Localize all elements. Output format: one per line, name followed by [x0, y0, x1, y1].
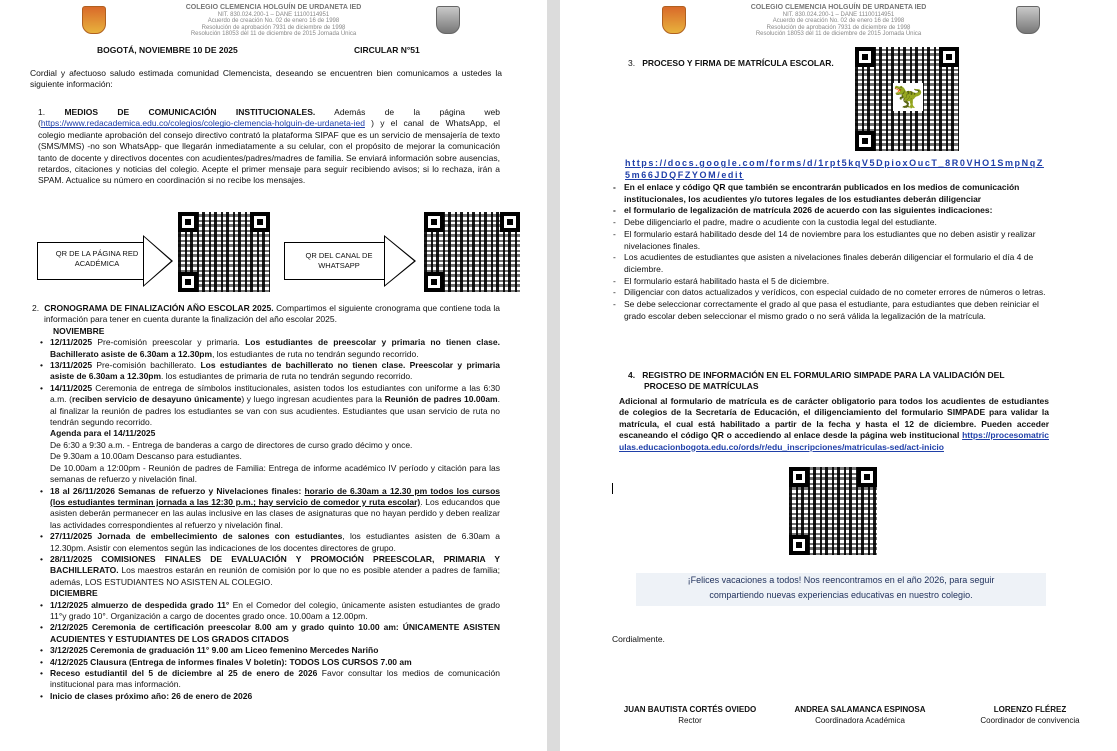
section-number: 3. — [628, 58, 636, 68]
november-list-2 — [30, 486, 500, 589]
section-number: 1. — [38, 107, 46, 117]
section-title: PROCESO Y FIRMA DE MATRÍCULA ESCOLAR. — [642, 58, 834, 68]
signature-coordinador: LORENZO FLÉREZ Coordinador de convivencia — [980, 705, 1080, 725]
list-item: • 12/11/2025 Pre-comisión preescolar y primaria. Los estudiantes de preescolar y primaria no tienen clase. Bachillerato asiste de 6.30am a 12.30pm, los estudiantes de ruta no tendrán segundo recorrido. — [38, 337, 500, 360]
letterhead-text — [0, 5, 547, 38]
list-item: • 1/12/2025 almuerzo de despedida grado 11° En el Comedor del colegio, únicamente asisten estudiantes de grado 11°y grado 10°. Organización a cargo de docentes grado once. 10.00am a 12.00pm. — [38, 600, 500, 623]
list-item: • 14/11/2025 Ceremonia de entrega de símbolos institucionales, asisten todos los estudiantes con uniforme a las 6:30 a.m. (reciben servicio de desayuno únicamente) y luego ingresan acudientes para la Reunión de padres 10.00am. al finalizar la reunión de padres los estudiantes se van con sus acudientes. Estudiantes que usan servicio de ruta no tendrán segundo recorrido. — [38, 383, 500, 429]
acuerdo-line: Acuerdo de creación No. 02 de enero 16 de 1998 — [772, 18, 905, 24]
section-text: ) y el canal de WhatsApp, el colegio mediante aprobación del consejo directivo contrató la plataforma SIPAF que es un servicio de mensajería de texto (SMS/MMS) -no son WhatsApp- que llegarán inmediatamente a su celular, con el propósito de mejorar la comunicación tanto de docente y directivos docentes con acudientes/padres/madres de familia. Se enviará información sobre ausencias, retardos, citaciones y noticias del colegio. Acepte el primer mensaje para seguir recibiendo avisos; si lo rechaza, irán a SPAM. Actualice su número en coordinación si no recibe los mensajes. — [38, 118, 500, 186]
resolucion-line-2: Resolución 18053 del 11 de diciembre de 2015 Jornada Única — [755, 31, 922, 37]
red-academica-link[interactable]: https://www.redacademica.edu.co/colegios/colegio-clemencia-holguin-de-urdaneta-ied — [40, 118, 365, 129]
arrow-label: QR DEL CANAL DE WHATSAPP — [305, 251, 373, 270]
list-item: • Receso estudiantil del 5 de diciembre al 25 de enero de 2026 Favor consultar los medios de comunicación institucional para mas información. — [38, 668, 500, 691]
section-number: 4. — [628, 370, 636, 380]
greeting: Cordial y afectuoso saludo estimada comunidad Clemencista, deseando se encuentren bien comunicamos a ustedes la siguiente información: — [30, 68, 502, 90]
list-item: • Inicio de clases próximo año: 26 de enero de 2026 — [38, 691, 500, 702]
section-2 — [30, 303, 500, 702]
agenda-title: Agenda para el 14/11/2025 — [50, 428, 156, 439]
circular-date: BOGOTÁ, NOVIEMBRE 10 DE 2025 — [97, 45, 238, 55]
resolucion-line: Resolución de aprobación 7931 de diciembre de 1998 — [766, 24, 911, 31]
arrow-label: QR DE LA PÁGINA RED ACADÉMICA — [55, 249, 139, 268]
list-item: - Diligenciar con datos actualizados y verídicos, con especial cuidado de no cometer errores de números o letras. — [612, 287, 1052, 299]
list-item: - El formulario estará habilitado desde del 14 de noviembre para los estudiantes que no deben asistir y realizar nivelaciones finales. — [612, 229, 1052, 252]
dinosaur-icon: 🦖 — [893, 83, 923, 110]
signature-coordinadora: ANDREA SALAMANCA ESPINOSA Coordinadora Académica — [794, 705, 926, 725]
qr-whatsapp[interactable] — [424, 212, 520, 292]
agenda — [30, 428, 500, 485]
list-item: - Debe diligenciarlo el padre, madre o acudiente con la custodia legal del estudiante. — [612, 217, 1052, 229]
list-item: - Los acudientes de estudiantes que asisten a nivelaciones finales deberán diligenciar el formulario el día 4 de diciembre. — [612, 252, 1052, 275]
matricula-instructions — [612, 182, 1052, 322]
list-item: • 2/12/2025 Ceremonia de certificación preescolar 8.00 am y grado quinto 10.00 am: ÚNICAMENTE ASISTEN ACUDIENTES Y ESTUDIANTES DE LOS GRADOS CITADOS — [38, 622, 500, 645]
text-cursor — [612, 483, 613, 494]
agenda-item: De 10.00am a 12:00pm - Reunión de padres de Familia: Entrega de informe académico IV período y citación para las semanas de refuerzo y nivelación final. — [50, 462, 500, 485]
section-4-heading — [628, 370, 1048, 393]
section-title: REGISTRO DE INFORMACIÓN EN EL FORMULARIO SIMPADE PARA LA VALIDACIÓN DEL PROCESO DE MATRÍCULAS — [642, 370, 1005, 392]
document-page-1 — [0, 0, 547, 751]
school-name: COLEGIO CLEMENCIA HOLGUÍN DE URDANETA IED — [750, 4, 927, 11]
section-1 — [38, 107, 500, 187]
november-list — [30, 337, 500, 428]
letterhead — [0, 2, 547, 42]
month-heading: NOVIEMBRE — [53, 325, 105, 336]
section-3-heading — [628, 58, 834, 69]
resolucion-line-2: Resolución 18053 del 11 de diciembre de 2015 Jornada Única — [190, 31, 357, 37]
cordialmente: Cordialmente. — [612, 634, 665, 644]
list-item: • 3/12/2025 Ceremonia de graduación 11° 9.00 am Liceo femenino Mercedes Nariño — [38, 645, 500, 656]
acuerdo-line: Acuerdo de creación No. 02 de enero 16 de 1998 — [207, 18, 340, 24]
qr-red-academica[interactable] — [178, 212, 270, 292]
section-4-body: Adicional al formulario de matrícula es de carácter obligatorio para todos los acudientes de estudiantes de colegios de la Secretaría de Educación, el diligenciamiento del formulario SIMPADE para validar la matrícula, el cual está habilitado a partir de la fecha y hasta el 12 de diciembre. Pueden acceder escaneando el código QR o accediendo al enlace desde la página web institucional https://procesomatriculas.educacionbogota.edu.co/ords/r/edu_inscripciones/matriculas-sed/act-inicio — [619, 396, 1049, 452]
list-item: • 27/11/2025 Jornada de embellecimiento de salones con estudiantes, los estudiantes asisten de 6.30am a 12.30pm. Asistir con elementos según las indicaciones de los docentes directores de grupo. — [38, 531, 500, 554]
qr-matricula-form[interactable] — [855, 47, 959, 151]
school-name: COLEGIO CLEMENCIA HOLGUÍN DE URDANETA IED — [185, 4, 362, 11]
month-heading: DICIEMBRE — [50, 588, 98, 599]
nit-line: NIT. 830.024.200-1 – DANE 11100114951 — [217, 11, 330, 18]
list-item: • 4/12/2025 Clausura (Entrega de informes finales V boletín): TODOS LOS CURSOS 7.00 am — [38, 657, 500, 668]
simpade-link[interactable]: https://procesomatriculas.educacionbogota.edu.co/ords/r/edu_inscripciones/matriculas-sed/act-inicio — [619, 430, 1049, 452]
list-item: - el formulario de legalización de matrícula 2026 de acuerdo con las siguientes indicaciones: — [612, 205, 1052, 217]
nit-line: NIT. 830.024.200-1 – DANE 11100114951 — [782, 11, 895, 18]
agenda-item: De 9.30am a 10.00am Descanso para estudiantes. — [50, 451, 242, 462]
list-item: - El formulario estará habilitado hasta el 5 de diciembre. — [612, 276, 1052, 288]
qr-simpade[interactable] — [789, 467, 877, 555]
signature-rector: JUAN BAUTISTA CORTÉS OVIEDO Rector — [623, 705, 757, 725]
list-item: - En el enlace y código QR que también se encontrarán publicados en los medios de comunicación institucionales, los acudientes y/o tutores legales de los estudiantes deberán diligenciar — [612, 182, 1052, 205]
section-text: Además de la página web ( — [38, 107, 500, 129]
list-item: • 18 al 26/11/2026 Semanas de refuerzo y Nivelaciones finales: horario de 6.30am a 12.30 pm todos los cursos (los estudiantes terminan jornada a las 12:30 p.m.; hay servicio de comedor y ruta escolar). Los educandos que asisten deberán permanecer en las aulas inclusive en las clases de asignaturas que no hayan perdido y deben realizar las actividades correspondientes al refuerzo y nivelación final. — [38, 486, 500, 532]
section-number: 2. — [32, 303, 40, 313]
letterhead-text — [560, 5, 1117, 38]
closing-message: ¡Felices vacaciones a todos! Nos reencontramos en el año 2026, para seguir compartiendo nuevas experiencias educativas en nuestro colegio. — [636, 573, 1046, 606]
circular-number: CIRCULAR N°51 — [354, 45, 420, 55]
list-item: - Se debe seleccionar correctamente el grado al que pasa el estudiante, para estudiantes que deben reiniciar el grado escolar deben seleccionar el mismo grado o no será válida la legalización de la matrícula. — [612, 299, 1052, 322]
section-title: CRONOGRAMA DE FINALIZACIÓN AÑO ESCOLAR 2025. — [44, 303, 274, 313]
arrow-red-academica — [37, 235, 173, 287]
december-list — [30, 600, 500, 703]
agenda-item: De 6:30 a 9:30 a.m. - Entrega de banderas a cargo de directores de curso grado décimo y once. — [50, 439, 413, 450]
list-item: • 28/11/2025 COMISIONES FINALES DE EVALUACIÓN Y PROMOCIÓN PREESCOLAR, PRIMARIA Y BACHILLERATO. Los maestros estarán en reunión de comisión por lo que no es posible atender a padres de familia; además, LOS ESTUDIANTES NO ASISTEN AL COLEGIO. — [38, 554, 500, 588]
section-title: MEDIOS DE COMUNICACIÓN INSTITUCIONALES. — [64, 107, 316, 117]
letterhead — [560, 2, 1117, 42]
section-intro: Compartimos el siguiente cronograma que contiene toda la información para tener en cuenta durante la finalización del año escolar 2025. — [44, 303, 501, 325]
document-page-2 — [560, 0, 1117, 751]
google-form-link[interactable]: https://docs.google.com/forms/d/1rpt5kqV5DpioxOucT_8R0VHO1SmpNqZ5m66JDQFZYOM/edit — [625, 158, 1044, 180]
resolucion-line: Resolución de aprobación 7931 de diciembre de 1998 — [201, 24, 346, 31]
arrow-whatsapp — [284, 235, 418, 287]
list-item: • 13/11/2025 Pre-comisión bachillerato. Los estudiantes de bachillerato no tienen clase. Preescolar y primaria asiste de 6.30am a 12.30pm. los estudiantes de primaria de ruta no tendrán segundo recorrido. — [38, 360, 500, 383]
